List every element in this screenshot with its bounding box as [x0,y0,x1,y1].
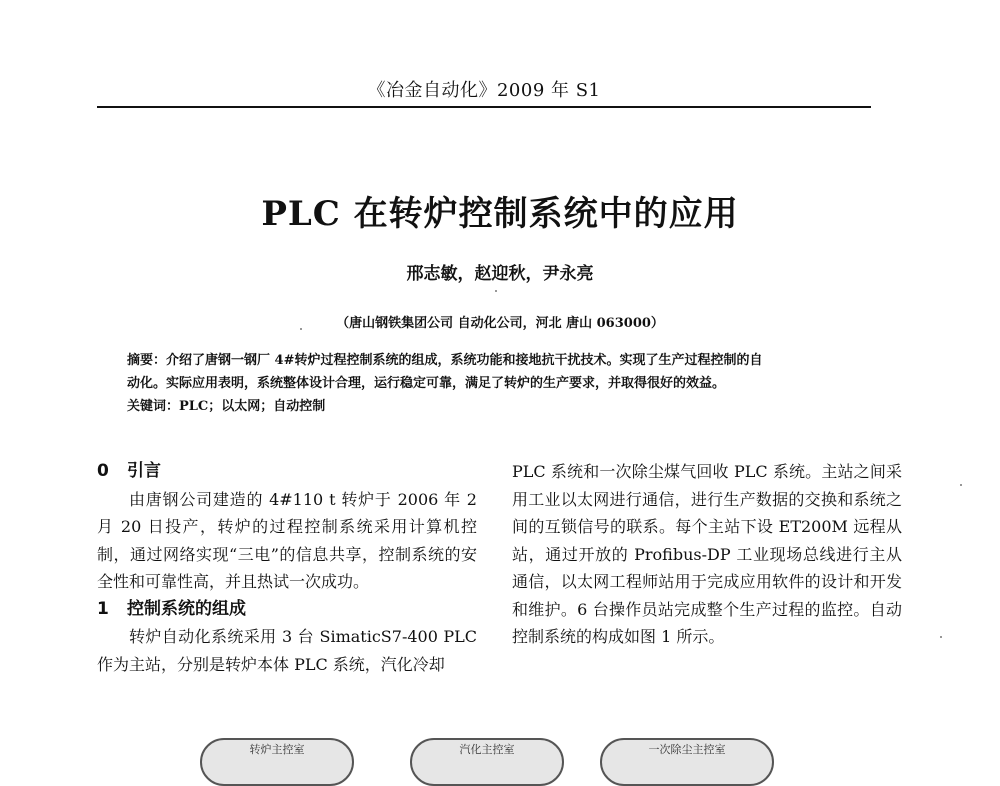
section-paragraph: 由唐钢公司建造的 4#110 t 转炉于 2006 年 2 月 20 日投产，转炉的过程控制系统采用计算机控制，通过网络实现“三电”的信息共享，控制系统的安全性和可靠性高，并且热试一次成功。 [97,489,477,591]
authors: 邢志敏，赵迎秋，尹永亮 [406,264,594,284]
header-rule [97,106,871,108]
section-number: 0 [97,461,109,481]
abstract-text-1: 介绍了唐钢一钢厂 4#转炉过程控制系统的组成，系统功能和接地抗干扰技术。实现了生产过程控制的自 [166,353,763,368]
scan-speck [940,636,942,638]
section-heading [97,596,477,624]
journal-header: 《冶金自动化》2009 年 S1 [367,80,601,101]
right-column [512,458,902,651]
keywords-line [127,395,879,418]
figure-box: 汽化主控室 [410,738,564,786]
figure-box: 转炉主控室 [200,738,354,786]
section-title: 控制系统的组成 [127,598,246,619]
scan-speck [300,328,302,330]
scan-speck [495,290,497,292]
section-paragraph: 转炉自动化系统采用 3 台 SimaticS7-400 PLC 作为主站，分别是转炉本体 PLC 系统，汽化冷却 [97,627,477,674]
keywords: PLC；以太网；自动控制 [179,399,326,414]
abstract-line-1 [127,349,879,372]
article-title: PLC 在转炉控制系统中的应用 [261,194,739,234]
affiliation: （唐山钢铁集团公司 自动化公司，河北 唐山 063000） [336,316,664,331]
figure-1 [190,738,810,768]
scan-speck [960,484,962,486]
section-heading [97,458,477,486]
abstract-label: 摘要： [127,353,167,368]
section-number: 1 [97,598,109,619]
section-title: 引言 [127,461,161,481]
left-column [97,458,477,678]
keywords-label: 关键词： [127,399,180,414]
abstract-block [127,349,879,418]
figure-box: 一次除尘主控室 [600,738,774,786]
right-column-text: PLC 系统和一次除尘煤气回收 PLC 系统。主站之间采用工业以太网进行通信，进行生产数据的交换和系统之间的互锁信号的联系。每个主站下设 ET200M 远程从站，通过开放的 Profibus-DP 工业现场总线进行主从通信，以太网工程师站用于完成应用软件的设计和开发和维护。6 台操作员站完成整个生产过程的监控。自动控制系统的构成如图 1 所示。 [512,462,902,646]
abstract-line-2: 动化。实际应用表明，系统整体设计合理，运行稳定可靠，满足了转炉的生产要求，并取得很好的效益。 [127,376,726,391]
